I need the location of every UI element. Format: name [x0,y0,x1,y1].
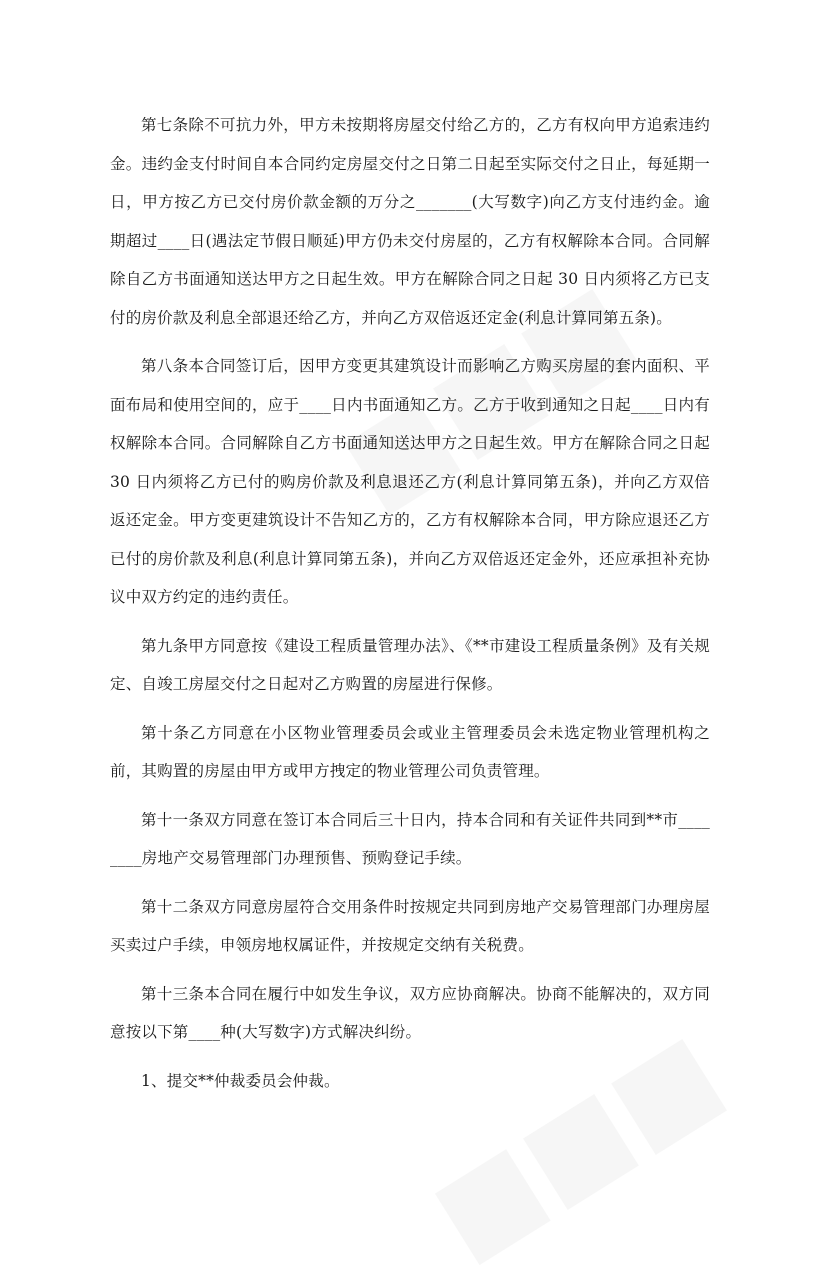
paragraph-article-11: 第十一条双方同意在签订本合同后三十日内，持本合同和有关证件共同到**市________房地产交易管理部门办理预售、预购登记手续。 [110,810,710,867]
paragraph-article-13: 第十三条本合同在履行中如发生争议，双方应协商解决。协商不能解决的，双方同意按以下第____种(大写数字)方式解决纠纷。 [110,984,710,1041]
paragraph-article-8: 第八条本合同签订后，因甲方变更其建筑设计而影响乙方购买房屋的套内面积、平面布局和使用空间的，应于____日内书面通知乙方。乙方于收到通知之日起____日内有权解除本合同。合同解除自乙方书面通知送达甲方之日起生效。甲方在解除合同之日起 30 日内须将乙方已付的购房价款及利息退还乙方(利息计算同第五条)，并向乙方双倍返还定金。甲方变更建筑设计不告知乙方的，乙方有权解除本合同，甲方除应退还乙方已付的房价款及利息(利息计算同第五条)，并向乙方双倍返还定金外，还应承担补充协议中双方约定的违约责任。 [110,357,710,606]
paragraph-article-7: 第七条除不可抗力外，甲方未按期将房屋交付给乙方的，乙方有权向甲方追索违约金。违约金支付时间自本合同约定房屋交付之日第二日起至实际交付之日止，每延期一日，甲方按乙方已交付房价款金额的万分之_______(大写数字)向乙方支付违约金。逾期超过____日(遇法定节假日顺延)甲方仍未交付房屋的，乙方有权解除本合同。合同解除自乙方书面通知送达甲方之日起生效。甲方在解除合同之日起 30 日内须将乙方已支付的房价款及利息全部退还给乙方，并向乙方双倍返还定金(利息计算同第五条)。 [110,116,710,327]
paragraph-article-12: 第十二条双方同意房屋符合交用条件时按规定共同到房地产交易管理部门办理房屋买卖过户手续，申领房地权属证件，并按规定交纳有关税费。 [110,897,710,954]
paragraph-article-9: 第九条甲方同意按《建设工程质量管理办法》、《**市建设工程质量条例》及有关规定、自竣工房屋交付之日起对乙方购置的房屋进行保修。 [110,636,710,693]
paragraph-item-1: 1、提交**仲裁委员会仲裁。 [141,1071,340,1090]
paragraph-article-10: 第十条乙方同意在小区物业管理委员会或业主管理委员会未选定物业管理机构之前，其购置的房屋由甲方或甲方拽定的物业管理公司负责管理。 [110,723,710,780]
document-body [110,106,710,1110]
